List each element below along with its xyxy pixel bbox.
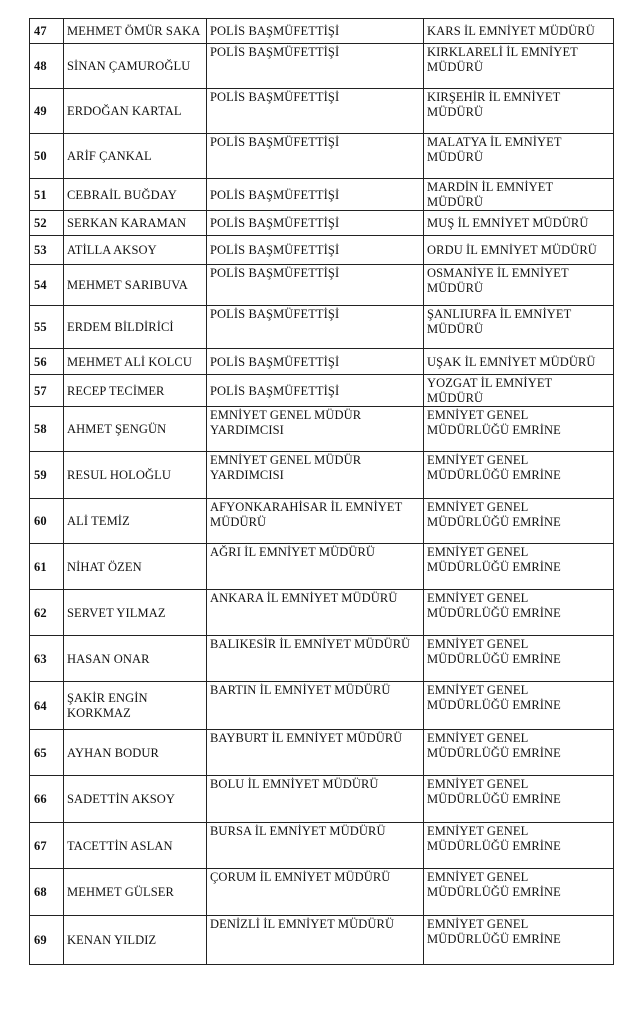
- table-row: [30, 89, 614, 134]
- person-name: MEHMET SARIBUVA: [64, 265, 207, 306]
- row-number: 58: [30, 407, 64, 452]
- row-number: 65: [30, 730, 64, 776]
- row-number: 48: [30, 44, 64, 89]
- table-row: [30, 499, 614, 544]
- table-row: [30, 265, 614, 306]
- current-position: POLİS BAŞMÜFETTİŞİ: [207, 44, 424, 89]
- table-row: [30, 375, 614, 407]
- row-number: 60: [30, 499, 64, 544]
- row-number: 57: [30, 375, 64, 407]
- row-number: 55: [30, 306, 64, 349]
- person-name: NİHAT ÖZEN: [64, 544, 207, 590]
- current-position: POLİS BAŞMÜFETTİŞİ: [207, 134, 424, 179]
- current-position: BARTIN İL EMNİYET MÜDÜRÜ: [207, 682, 424, 730]
- person-name: SADETTİN AKSOY: [64, 776, 207, 823]
- row-number: 67: [30, 823, 64, 869]
- person-name: RECEP TECİMER: [64, 375, 207, 407]
- current-position: POLİS BAŞMÜFETTİŞİ: [207, 19, 424, 44]
- table-row: [30, 19, 614, 44]
- table-row: [30, 44, 614, 89]
- current-position: DENİZLİ İL EMNİYET MÜDÜRÜ: [207, 916, 424, 965]
- current-position: POLİS BAŞMÜFETTİŞİ: [207, 375, 424, 407]
- table-row: [30, 823, 614, 869]
- row-number: 61: [30, 544, 64, 590]
- new-position: ORDU İL EMNİYET MÜDÜRÜ: [424, 236, 614, 265]
- person-name: ERDEM BİLDİRİCİ: [64, 306, 207, 349]
- current-position: POLİS BAŞMÜFETTİŞİ: [207, 179, 424, 211]
- table-row: [30, 916, 614, 965]
- table-row: [30, 407, 614, 452]
- person-name: ŞAKİR ENGİN KORKMAZ: [64, 682, 207, 730]
- new-position: EMNİYET GENEL MÜDÜRLÜĞÜ EMRİNE: [424, 682, 614, 730]
- row-number: 69: [30, 916, 64, 965]
- person-name: ATİLLA AKSOY: [64, 236, 207, 265]
- row-number: 51: [30, 179, 64, 211]
- current-position: BURSA İL EMNİYET MÜDÜRÜ: [207, 823, 424, 869]
- person-name: ARİF ÇANKAL: [64, 134, 207, 179]
- row-number: 53: [30, 236, 64, 265]
- person-name: MEHMET ÖMÜR SAKA: [64, 19, 207, 44]
- table-row: [30, 636, 614, 682]
- new-position: EMNİYET GENEL MÜDÜRLÜĞÜ EMRİNE: [424, 407, 614, 452]
- current-position: POLİS BAŞMÜFETTİŞİ: [207, 306, 424, 349]
- person-name: MEHMET ALİ KOLCU: [64, 349, 207, 375]
- row-number: 54: [30, 265, 64, 306]
- row-number: 49: [30, 89, 64, 134]
- person-name: ALİ TEMİZ: [64, 499, 207, 544]
- row-number: 59: [30, 452, 64, 499]
- table-row: [30, 349, 614, 375]
- row-number: 66: [30, 776, 64, 823]
- person-name: HASAN ONAR: [64, 636, 207, 682]
- new-position: EMNİYET GENEL MÜDÜRLÜĞÜ EMRİNE: [424, 590, 614, 636]
- new-position: EMNİYET GENEL MÜDÜRLÜĞÜ EMRİNE: [424, 499, 614, 544]
- new-position: EMNİYET GENEL MÜDÜRLÜĞÜ EMRİNE: [424, 544, 614, 590]
- current-position: POLİS BAŞMÜFETTİŞİ: [207, 89, 424, 134]
- current-position: EMNİYET GENEL MÜDÜR YARDIMCISI: [207, 452, 424, 499]
- person-name: SERVET YILMAZ: [64, 590, 207, 636]
- current-position: BALIKESİR İL EMNİYET MÜDÜRÜ: [207, 636, 424, 682]
- table-row: [30, 869, 614, 916]
- current-position: EMNİYET GENEL MÜDÜR YARDIMCISI: [207, 407, 424, 452]
- new-position: EMNİYET GENEL MÜDÜRLÜĞÜ EMRİNE: [424, 823, 614, 869]
- current-position: POLİS BAŞMÜFETTİŞİ: [207, 349, 424, 375]
- row-number: 52: [30, 211, 64, 236]
- table-row: [30, 306, 614, 349]
- row-number: 56: [30, 349, 64, 375]
- person-name: CEBRAİL BUĞDAY: [64, 179, 207, 211]
- new-position: YOZGAT İL EMNİYET MÜDÜRÜ: [424, 375, 614, 407]
- table-row: [30, 544, 614, 590]
- person-name: AYHAN BODUR: [64, 730, 207, 776]
- table-row: [30, 776, 614, 823]
- table-row: [30, 236, 614, 265]
- row-number: 64: [30, 682, 64, 730]
- current-position: BOLU İL EMNİYET MÜDÜRÜ: [207, 776, 424, 823]
- current-position: AĞRI İL EMNİYET MÜDÜRÜ: [207, 544, 424, 590]
- new-position: EMNİYET GENEL MÜDÜRLÜĞÜ EMRİNE: [424, 452, 614, 499]
- person-name: RESUL HOLOĞLU: [64, 452, 207, 499]
- new-position: OSMANİYE İL EMNİYET MÜDÜRÜ: [424, 265, 614, 306]
- table-row: [30, 179, 614, 211]
- row-number: 62: [30, 590, 64, 636]
- table-row: [30, 211, 614, 236]
- new-position: MUŞ İL EMNİYET MÜDÜRÜ: [424, 211, 614, 236]
- person-name: ERDOĞAN KARTAL: [64, 89, 207, 134]
- person-name: AHMET ŞENGÜN: [64, 407, 207, 452]
- table-row: [30, 730, 614, 776]
- current-position: ANKARA İL EMNİYET MÜDÜRÜ: [207, 590, 424, 636]
- new-position: EMNİYET GENEL MÜDÜRLÜĞÜ EMRİNE: [424, 636, 614, 682]
- person-name: MEHMET GÜLSER: [64, 869, 207, 916]
- row-number: 63: [30, 636, 64, 682]
- current-position: AFYONKARAHİSAR İL EMNİYET MÜDÜRÜ: [207, 499, 424, 544]
- new-position: KARS İL EMNİYET MÜDÜRÜ: [424, 19, 614, 44]
- person-name: SİNAN ÇAMUROĞLU: [64, 44, 207, 89]
- new-position: EMNİYET GENEL MÜDÜRLÜĞÜ EMRİNE: [424, 730, 614, 776]
- table-row: [30, 682, 614, 730]
- new-position: MALATYA İL EMNİYET MÜDÜRÜ: [424, 134, 614, 179]
- table-row: [30, 452, 614, 499]
- current-position: POLİS BAŞMÜFETTİŞİ: [207, 211, 424, 236]
- current-position: ÇORUM İL EMNİYET MÜDÜRÜ: [207, 869, 424, 916]
- current-position: BAYBURT İL EMNİYET MÜDÜRÜ: [207, 730, 424, 776]
- person-name: SERKAN KARAMAN: [64, 211, 207, 236]
- new-position: KIRŞEHİR İL EMNİYET MÜDÜRÜ: [424, 89, 614, 134]
- table-body: [30, 19, 614, 965]
- new-position: MARDİN İL EMNİYET MÜDÜRÜ: [424, 179, 614, 211]
- appointment-table: [29, 18, 614, 965]
- new-position: UŞAK İL EMNİYET MÜDÜRÜ: [424, 349, 614, 375]
- person-name: TACETTİN ASLAN: [64, 823, 207, 869]
- new-position: EMNİYET GENEL MÜDÜRLÜĞÜ EMRİNE: [424, 869, 614, 916]
- row-number: 47: [30, 19, 64, 44]
- row-number: 50: [30, 134, 64, 179]
- row-number: 68: [30, 869, 64, 916]
- new-position: ŞANLIURFA İL EMNİYET MÜDÜRÜ: [424, 306, 614, 349]
- table-row: [30, 134, 614, 179]
- person-name: KENAN YILDIZ: [64, 916, 207, 965]
- new-position: EMNİYET GENEL MÜDÜRLÜĞÜ EMRİNE: [424, 776, 614, 823]
- new-position: EMNİYET GENEL MÜDÜRLÜĞÜ EMRİNE: [424, 916, 614, 965]
- table-row: [30, 590, 614, 636]
- current-position: POLİS BAŞMÜFETTİŞİ: [207, 236, 424, 265]
- new-position: KIRKLARELİ İL EMNİYET MÜDÜRÜ: [424, 44, 614, 89]
- current-position: POLİS BAŞMÜFETTİŞİ: [207, 265, 424, 306]
